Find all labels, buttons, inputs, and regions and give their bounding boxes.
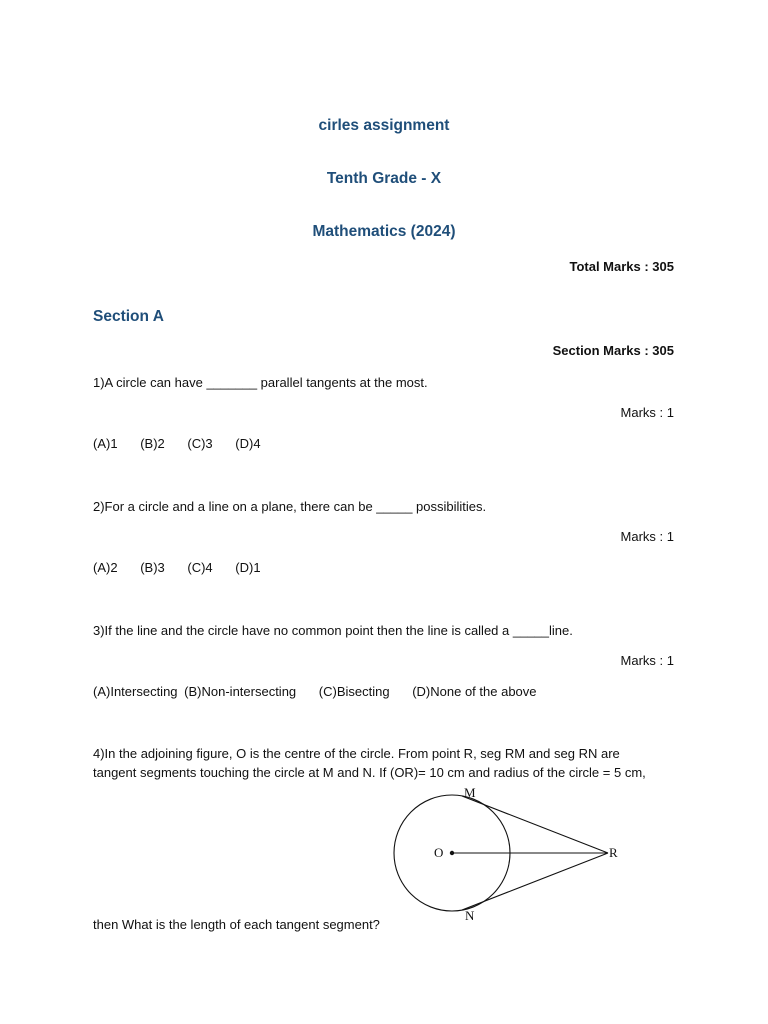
question-2-options bbox=[93, 560, 280, 575]
option-a: (A)1 bbox=[93, 436, 118, 451]
option-c: (C)3 bbox=[187, 436, 213, 451]
section-title: Section A bbox=[93, 308, 164, 325]
section-marks: Section Marks : 305 bbox=[552, 343, 674, 358]
option-c: (C)4 bbox=[187, 560, 213, 575]
grade-heading: Tenth Grade - X bbox=[326, 170, 442, 187]
question-2-marks: Marks : 1 bbox=[620, 529, 674, 544]
option-a: (A)Intersecting bbox=[93, 684, 178, 699]
total-marks: Total Marks : 305 bbox=[569, 259, 674, 274]
question-4-line-1: 4)In the adjoining figure, O is the centre of the circle. From point R, seg RM and seg RN are bbox=[93, 746, 620, 761]
question-4-line-2: tangent segments touching the circle at M and N. If (OR)= 10 cm and radius of the circle = 5 cm, bbox=[93, 765, 646, 780]
question-1-text: 1)A circle can have _______ parallel tangents at the most. bbox=[93, 375, 428, 390]
assignment-title: cirles assignment bbox=[318, 117, 450, 134]
option-b: (B)Non-intersecting bbox=[184, 684, 297, 699]
option-d: (D)1 bbox=[235, 560, 261, 575]
question-3-text: 3)If the line and the circle have no common point then the line is called a _____line. bbox=[93, 623, 573, 638]
subject-heading: Mathematics (2024) bbox=[312, 223, 456, 240]
option-b: (B)2 bbox=[140, 436, 165, 451]
question-4-text-after: then What is the length of each tangent segment? bbox=[93, 917, 380, 932]
option-d: (D)None of the above bbox=[412, 684, 537, 699]
option-c: (C)Bisecting bbox=[318, 684, 390, 699]
label-n: N bbox=[465, 908, 475, 923]
question-3-options bbox=[93, 684, 556, 699]
tangent-rm bbox=[462, 796, 608, 853]
option-d: (D)4 bbox=[235, 436, 261, 451]
tangent-figure bbox=[380, 782, 640, 932]
label-m: M bbox=[464, 785, 476, 800]
question-3-marks: Marks : 1 bbox=[620, 653, 674, 668]
tangent-rn bbox=[462, 853, 608, 910]
question-1-options bbox=[93, 436, 280, 451]
option-b: (B)3 bbox=[140, 560, 165, 575]
option-a: (A)2 bbox=[93, 560, 118, 575]
label-o: O bbox=[434, 845, 444, 860]
question-1-marks: Marks : 1 bbox=[620, 405, 674, 420]
label-r: R bbox=[609, 845, 618, 860]
question-4-text bbox=[93, 744, 646, 782]
centre-point bbox=[450, 851, 454, 855]
question-2-text: 2)For a circle and a line on a plane, there can be _____ possibilities. bbox=[93, 499, 487, 514]
